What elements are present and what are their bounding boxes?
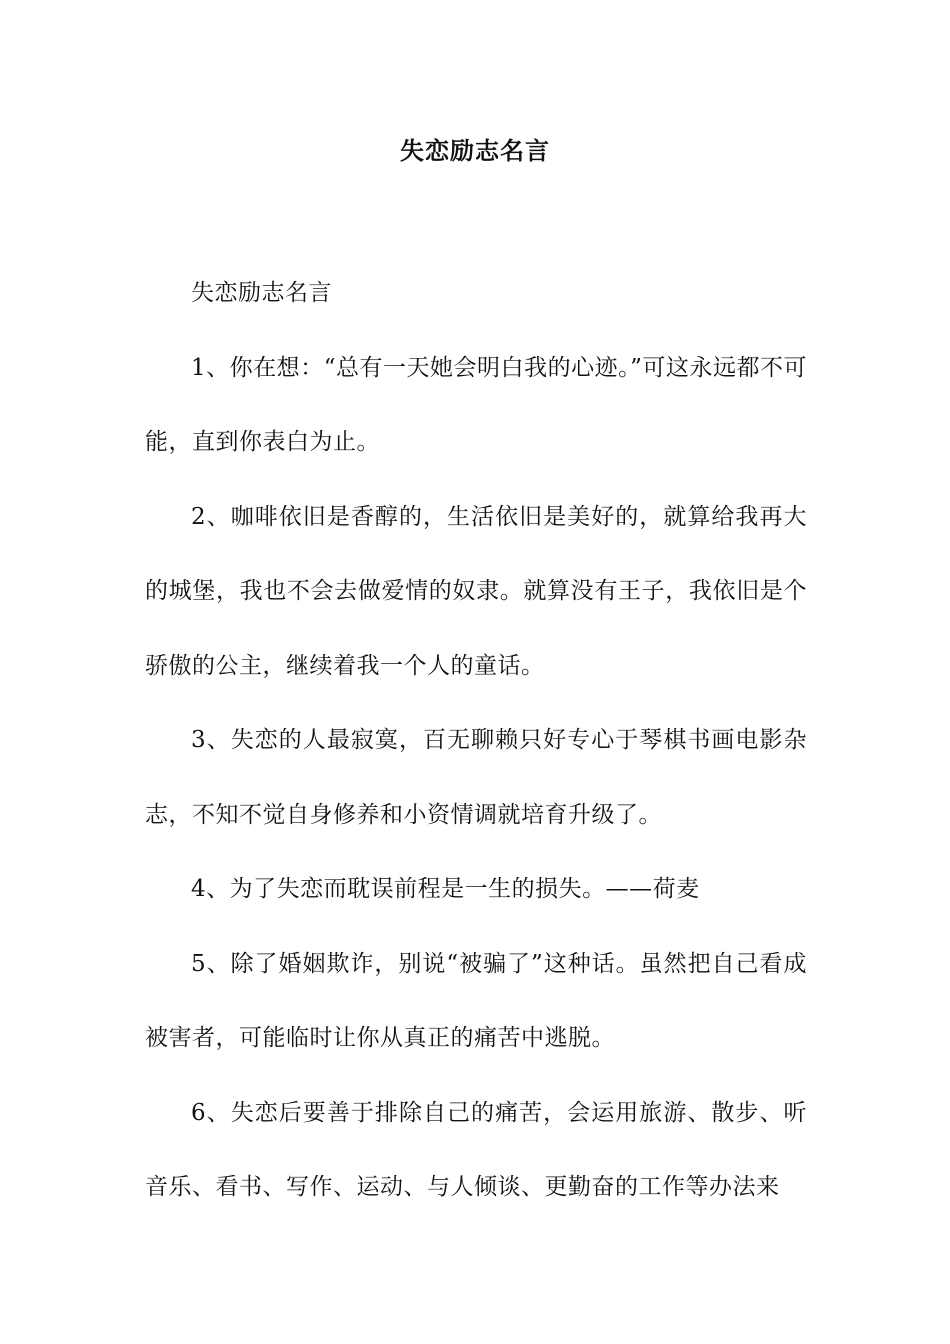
paragraph-subtitle: 失恋励志名言 (191, 280, 332, 306)
paragraph-quote-1: 1、你在想：“总有一天她会明白我的心迹。”可这永远都不可能，直到你表白为止。 (145, 354, 807, 455)
paragraph-quote-5: 5、除了婚姻欺诈，别说“被骗了”这种话。虽然把自己看成被害者，可能临时让你从真正的痛苦中逃脱。 (145, 950, 807, 1051)
paragraph-quote-2: 2、咖啡依旧是香醇的，生活依旧是美好的，就算给我再大的城堡，我也不会去做爱情的奴隶。就算没有王子，我依旧是个骄傲的公主，继续着我一个人的童话。 (145, 503, 807, 679)
paragraph-quote-3: 3、失恋的人最寂寞，百无聊赖只好专心于琴棋书画电影杂志，不知不觉自身修养和小资情调就培育升级了。 (145, 727, 807, 828)
paragraph-quote-4: 4、为了失恋而耽误前程是一生的损失。——荷麦 (191, 876, 700, 902)
paragraph-quote-6: 6、失恋后要善于排除自己的痛苦，会运用旅游、散步、听音乐、看书、写作、运动、与人倾谈、更勤奋的工作等办法来 (145, 1099, 807, 1200)
document-title: 失恋励志名言 (400, 136, 550, 165)
document-body (145, 256, 807, 1225)
